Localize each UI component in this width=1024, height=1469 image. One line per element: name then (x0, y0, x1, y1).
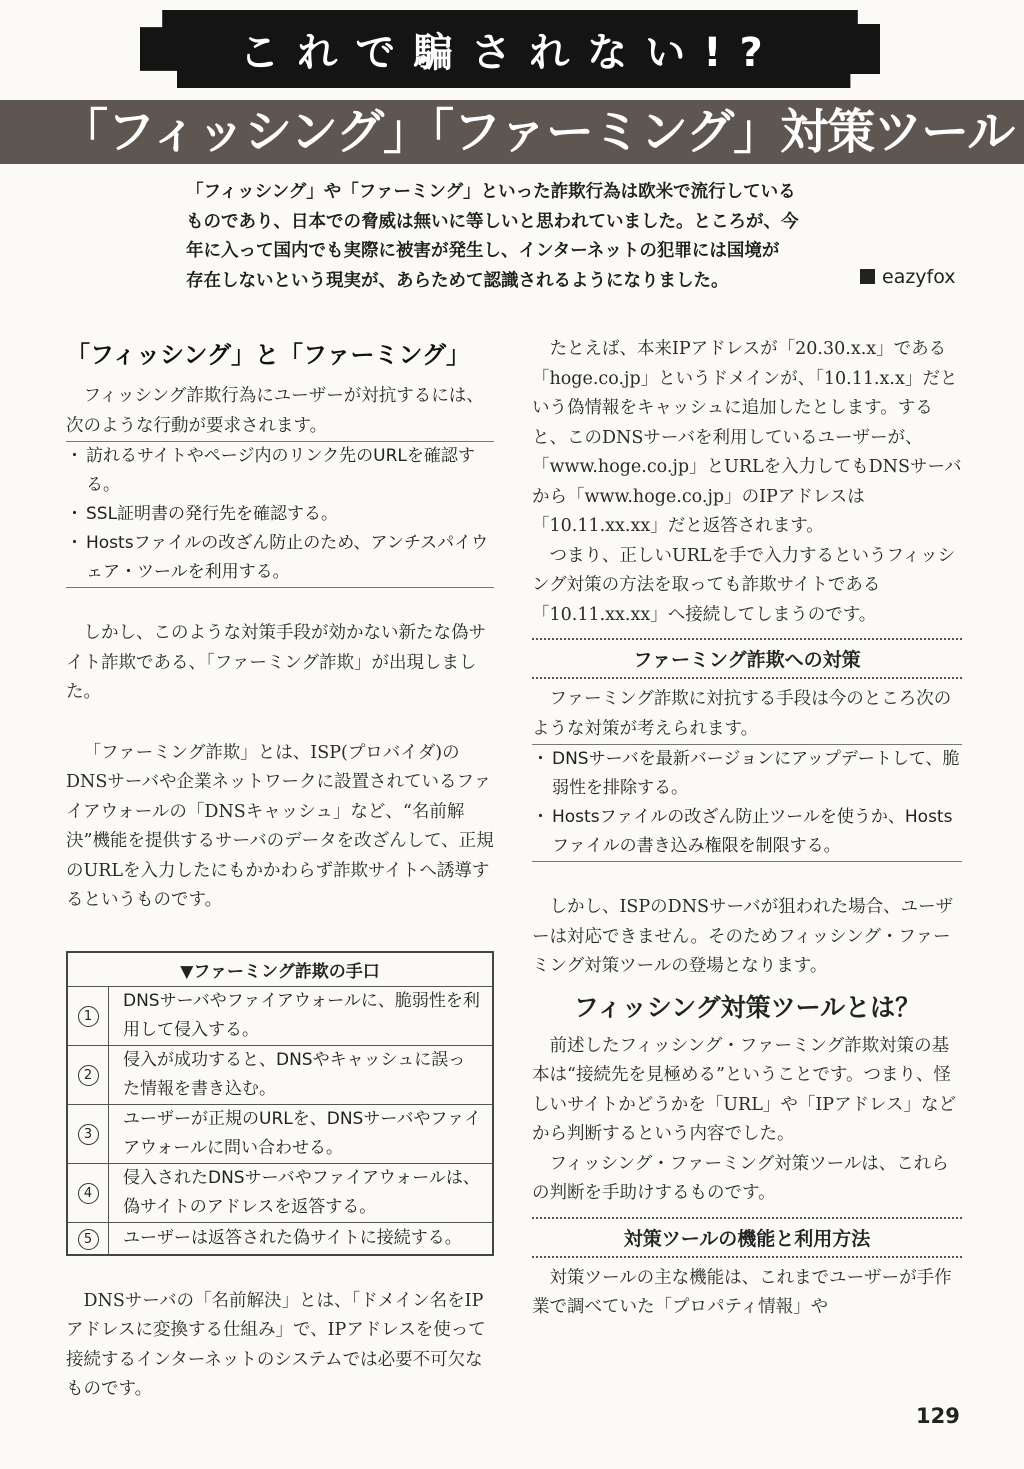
paragraph: フィッシング詐欺行為にユーザーが対抗するには、次のような行動が要求されます。 (66, 386, 484, 436)
step-number: 4 (78, 1183, 99, 1204)
paragraph: つまり、正しいURLを手で入力するというフィッシング対策の方法を取っても詐欺サイトである「10.11.xx.xx」へ接続してしまうのです。 (532, 545, 956, 625)
table-row (67, 1104, 493, 1163)
article-title: 「フィッシング」「ファーミング」対策ツール (60, 104, 1015, 160)
left-column (66, 335, 494, 1405)
lead-line: 「フィッシング」や「ファーミング」といった詐欺行為は欧米で流行している (186, 182, 796, 202)
table-title: ▼ファーミング詐欺の手口 (67, 952, 493, 987)
table-row (67, 986, 493, 1045)
paragraph: DNSサーバの「名前解決」とは、「ドメイン名をIPアドレスに変換する仕組み」で、IPアドレスを使って接続するインターネットのシステムでは必要不可欠なものです。 (66, 1290, 486, 1399)
step-number: 3 (78, 1124, 99, 1145)
paragraph: しかし、このような対策手段が効かない新たな偽サイト詐欺である、「ファーミング詐欺」が出現しました。 (66, 623, 486, 702)
step-number: 2 (78, 1065, 99, 1086)
byline (860, 266, 956, 288)
subsection-heading: ファーミング詐欺への対策 (532, 638, 962, 679)
step-text: ユーザーは返答された偽サイトに接続する。 (109, 1222, 494, 1255)
paragraph: 前述したフィッシング・ファーミング詐欺対策の基本は“接続先を見極める”ということです。つまり、怪しいサイトかどうかを「URL」や「IPアドレス」などから判断するという内容でした。 (532, 1035, 956, 1144)
paragraph: しかし、ISPのDNSサーバが狙われた場合、ユーザーは対応できません。そのためフィッシング・ファーミング対策ツールの登場となります。 (532, 897, 954, 976)
step-text: 侵入されたDNSサーバやファイアウォールは、偽サイトのアドレスを返答する。 (109, 1163, 494, 1222)
paragraph: 対策ツールの主な機能は、これまでユーザーが手作業で調べていた「プロパティ情報」や (532, 1267, 952, 1317)
paragraph: ファーミング詐欺に対抗する手段は今のところ次のような対策が考えられます。 (532, 689, 952, 739)
section-heading: フィッシング対策ツールとは？ (573, 992, 921, 1022)
table-row (67, 1222, 493, 1255)
table-row (67, 1163, 493, 1222)
lead-line: 存在しないという現実が、あらためて認識されるようになりました。 (186, 270, 729, 291)
table-row (67, 1045, 493, 1104)
list-item: ・ DNSサーバを最新バージョンにアップデートして、脆弱性を排除する。 (532, 745, 962, 803)
square-icon (860, 269, 875, 284)
lead-paragraph (186, 178, 876, 296)
subsection-heading: 対策ツールの機能と利用方法 (532, 1217, 962, 1258)
steps-table (66, 951, 494, 1256)
list-item: ・ Hostsファイルの改ざん防止のため、アンチスパイウェア・ツールを利用する。 (66, 529, 494, 587)
list-item: ・ 訪れるサイトやページ内のリンク先のURLを確認する。 (66, 442, 494, 500)
bullet-list (532, 744, 962, 862)
paragraph: たとえば、本来IPアドレスが「20.30.x.x」である「hoge.co.jp」というドメインが、「10.11.x.x」だという偽情報をキャッシュに追加したとします。すると、このDNSサーバを利用しているユーザーが、「www.hoge.co.jp」とURLを入力してもDNSサーバから「www.hoge.co.jp」のIPアドレスは「10.11.xx.xx」だと返答されます。 (532, 339, 962, 536)
kicker-heading: これで騙されない!? (239, 29, 781, 76)
list-item: ・ Hostsファイルの改ざん防止ツールを使うか、Hostsファイルの書き込み権限を制限する。 (532, 803, 962, 861)
lead-line: ものであり、日本での脅威は無いに等しいと思われていました。ところが、今 (186, 211, 799, 232)
step-number: 1 (78, 1006, 99, 1027)
section-heading: 「フィッシング」と「ファーミング」 (66, 341, 471, 369)
step-text: ユーザーが正規のURLを、DNSサーバやファイアウォールに問い合わせる。 (109, 1104, 494, 1163)
right-column (532, 335, 962, 1323)
page-number: 129 (916, 1404, 960, 1428)
step-text: DNSサーバやファイアウォールに、脆弱性を利用して侵入する。 (109, 986, 494, 1045)
lead-line: 年に入って国内でも実際に被害が発生し、インターネットの犯罪には国境が (186, 241, 780, 261)
paragraph: フィッシング・ファーミング対策ツールは、これらの判断を手助けするものです。 (532, 1153, 949, 1203)
list-item: ・ SSL証明書の発行先を確認する。 (66, 500, 494, 529)
author-name: eazyfox (882, 266, 956, 288)
step-number: 5 (78, 1229, 99, 1250)
step-text: 侵入が成功すると、DNSやキャッシュに誤った情報を書き込む。 (109, 1045, 494, 1104)
paragraph: 「ファーミング詐欺」とは、ISP(プロバイダ)のDNSサーバや企業ネットワークに設置されているファイアウォールの「DNSキャッシュ」など、“名前解決”機能を提供するサーバのデータを改ざんして、正規のURLを入力したにもかかわらず詐欺サイトへ誘導するというものです。 (66, 742, 494, 910)
bullet-list (66, 441, 494, 588)
